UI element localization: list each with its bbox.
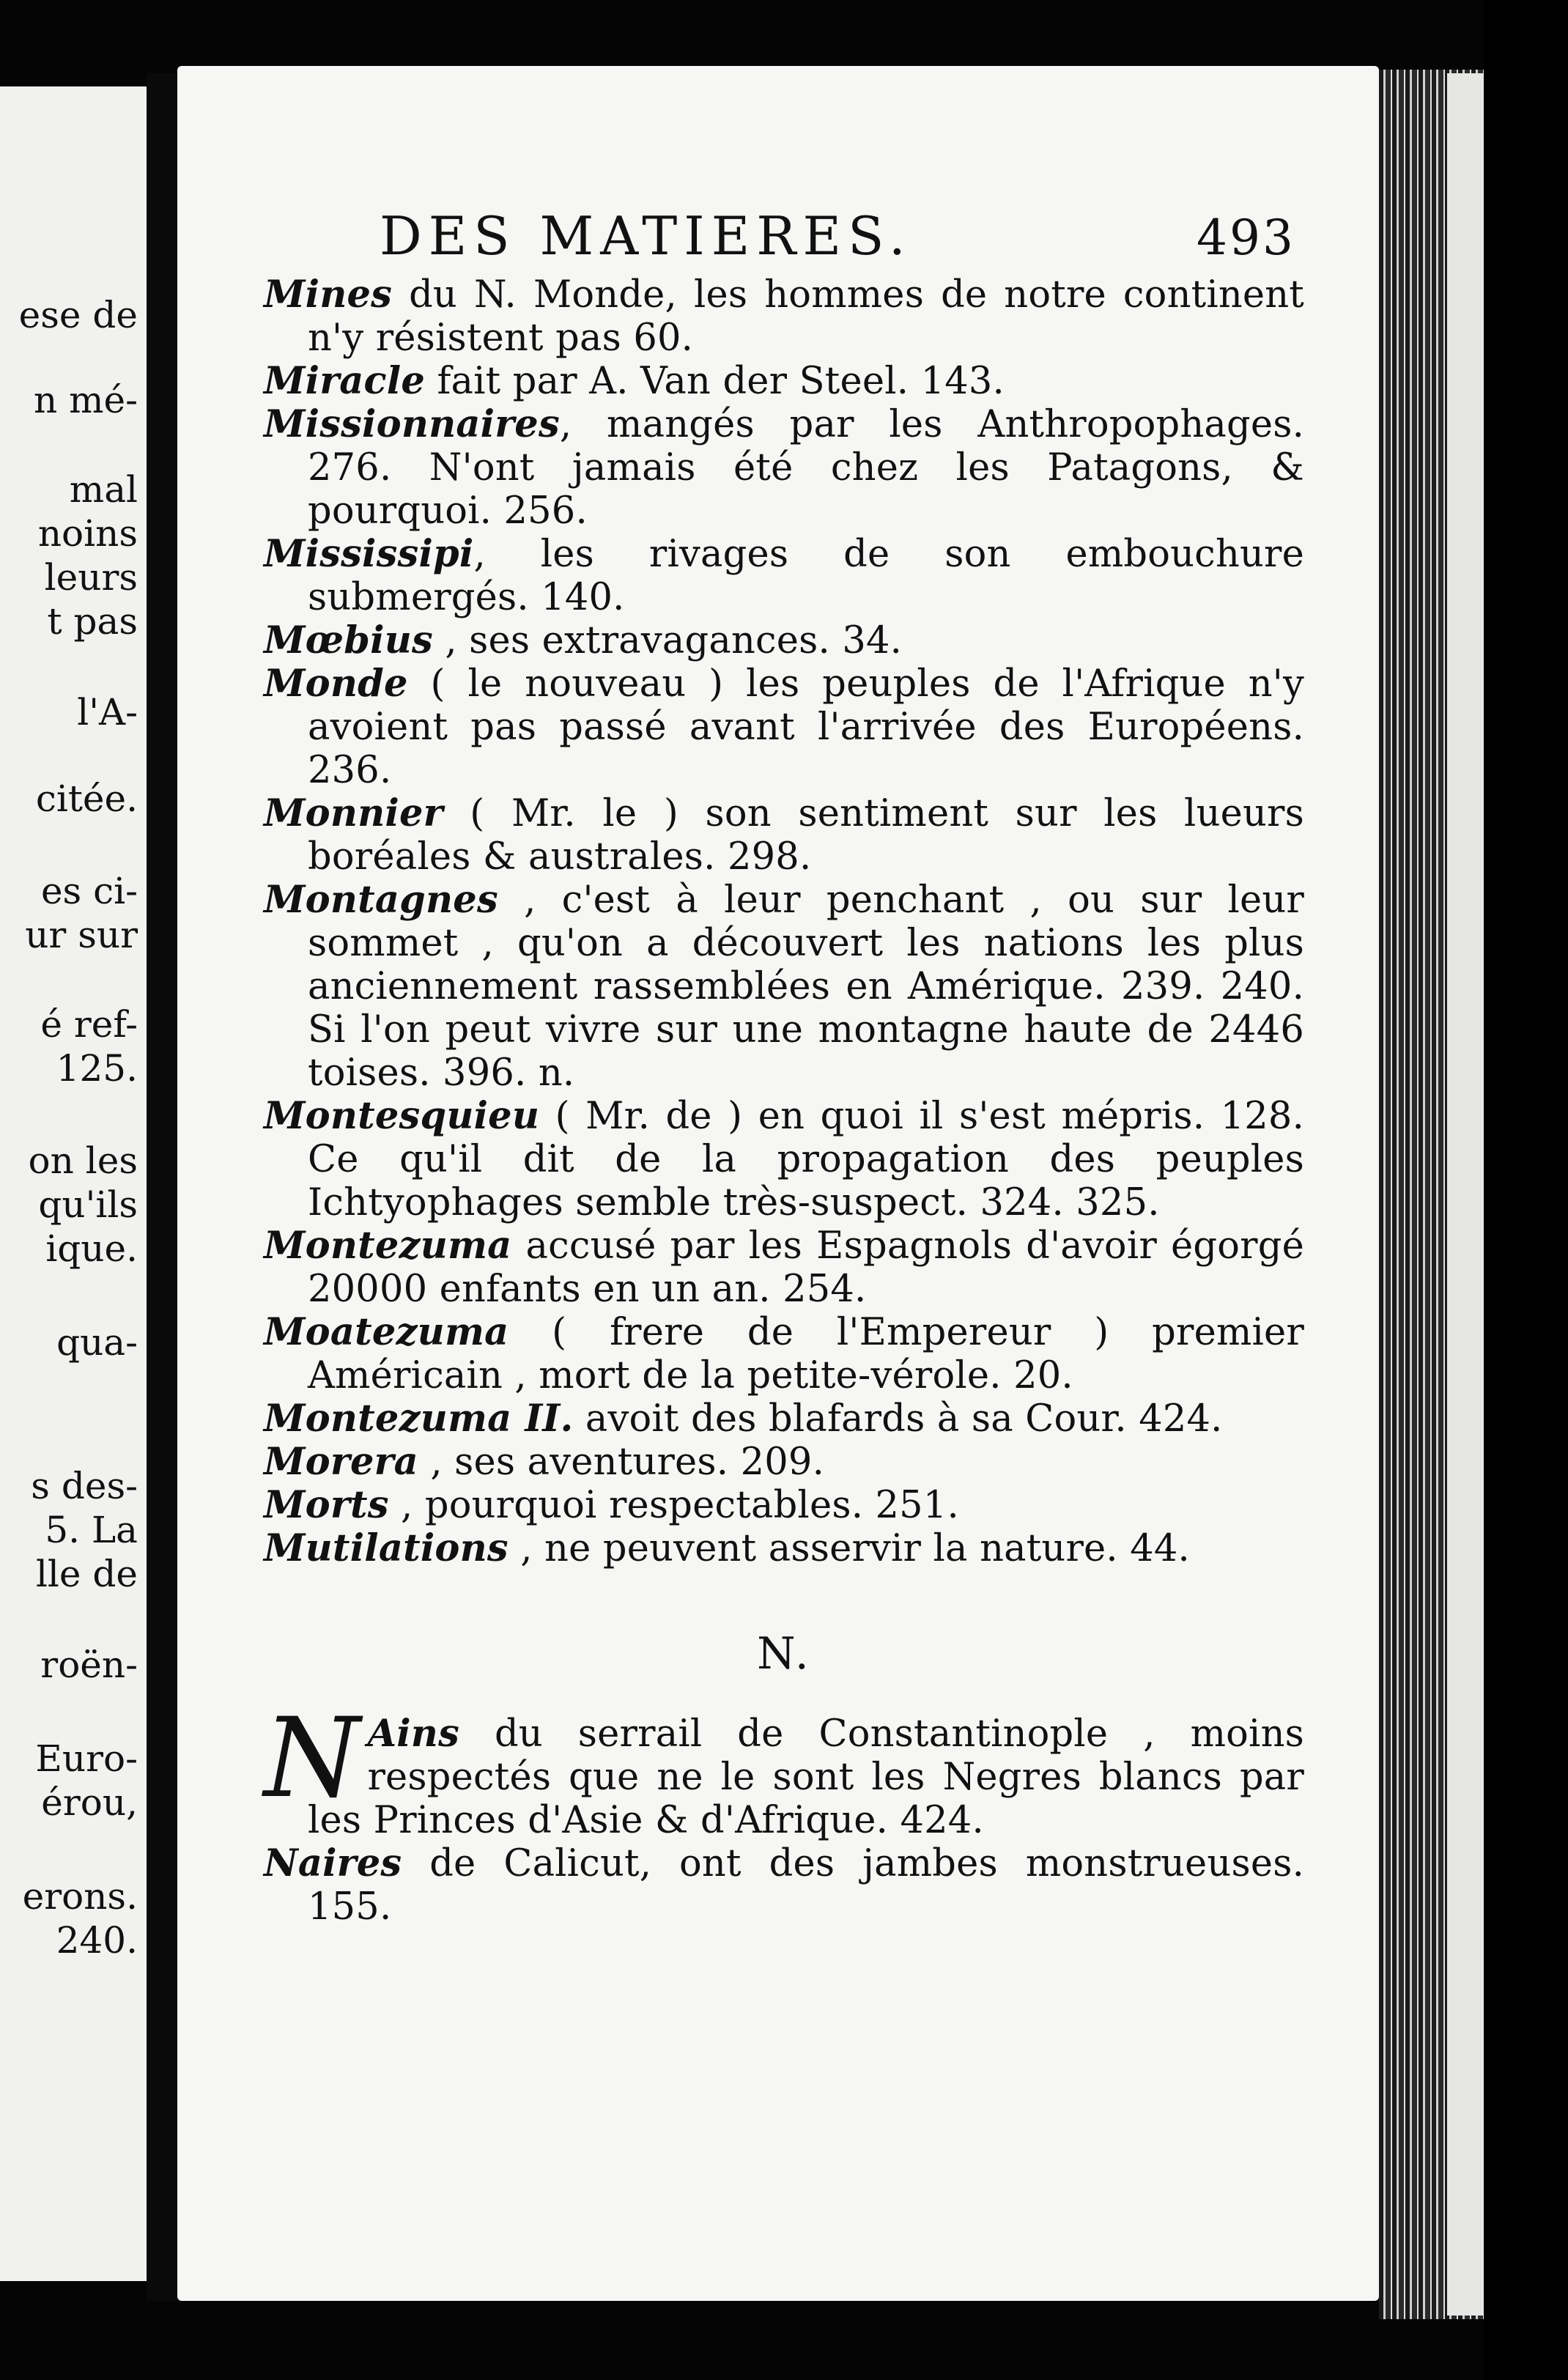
left-text-fragment: leurs (44, 556, 138, 599)
left-text-fragment: erons. (22, 1875, 138, 1918)
index-entries-m (264, 273, 1304, 1570)
entry-text: , c'est à leur penchant , ou sur leur sommet , qu'on a découvert les nations les plus anciennement rassemblées en Amérique. 239. 240. Si l'on peut vivre sur une montagne haute de 2446 toises. 396. n. (308, 879, 1304, 1095)
index-entry (264, 1484, 1304, 1527)
entry-headword: Mississipi (264, 532, 474, 576)
left-text-fragment: citée. (35, 777, 138, 820)
entry-headword: Miracle (264, 359, 426, 403)
page-text-block (264, 205, 1304, 1929)
page-number: 493 (1197, 210, 1295, 266)
left-text-fragment: n mé- (34, 379, 138, 421)
entry-text: fait par A. Van der Steel. 143. (425, 360, 1005, 403)
entry-headword: Ains (367, 1712, 459, 1756)
section-letter-heading: N. (757, 1628, 811, 1679)
index-entry (264, 403, 1304, 533)
index-entry (264, 879, 1304, 1095)
running-head (380, 205, 1295, 269)
entry-text: ( le nouveau ) les peuples de l'Afrique n'y avoient pas passé avant l'arrivée des Européens. 236. (308, 662, 1304, 792)
entry-headword: Morera (264, 1440, 418, 1484)
index-entry (264, 1095, 1304, 1224)
index-entry (264, 1441, 1304, 1484)
index-entry (264, 1224, 1304, 1311)
entry-headword: Montesquieu (264, 1094, 540, 1138)
entry-headword: Mutilations (264, 1526, 509, 1570)
index-entry (264, 662, 1304, 792)
entry-headword: Montezuma (264, 1224, 512, 1268)
left-text-fragment: érou, (41, 1781, 138, 1824)
left-text-fragment: qu'ils (38, 1183, 138, 1226)
left-text-fragment: mal (69, 468, 138, 511)
left-text-fragment: es ci- (40, 870, 138, 912)
left-text-fragment: ur sur (25, 914, 138, 956)
facing-page-fragment (0, 86, 147, 2281)
left-text-fragment: qua- (56, 1321, 138, 1364)
entry-headword: Montagnes (264, 878, 498, 922)
entry-headword: Missionnaires (264, 402, 560, 446)
index-entry (264, 1842, 1304, 1929)
left-text-fragment: Euro- (35, 1737, 138, 1780)
entry-text: , mangés par les Anthropophages. 276. N'ont jamais été chez les Patagons, & pourquoi. 256. (308, 403, 1304, 533)
left-text-fragment: 5. La (45, 1509, 138, 1551)
left-text-fragment: t pas (47, 600, 138, 643)
scan-background-right (1484, 0, 1568, 2380)
entry-headword: Moatezuma (264, 1310, 509, 1354)
left-text-fragment: on les (28, 1139, 138, 1182)
index-entries-n (264, 1695, 1304, 1929)
entry-headword: Morts (264, 1483, 389, 1527)
entry-text: du N. Monde, les hommes de notre continent n'y résistent pas 60. (308, 273, 1304, 360)
entry-text: ( Mr. le ) son sentiment sur les lueurs boréales & australes. 298. (308, 792, 1304, 879)
left-text-fragment: 240. (56, 1919, 138, 1962)
book-gutter (147, 73, 177, 2301)
index-entry (264, 1311, 1304, 1397)
entry-text: , ne peuvent asservir la nature. 44. (508, 1527, 1190, 1570)
entry-text: accusé par les Espagnols d'avoir égorgé 20000 enfants en un an. 254. (308, 1224, 1304, 1311)
entry-text: de Calicut, ont des jambes monstrueuses. 155. (308, 1842, 1304, 1929)
entry-headword: Naires (264, 1841, 402, 1885)
entry-text: , ses aventures. 209. (418, 1441, 824, 1484)
entry-text: , pourquoi respectables. 251. (388, 1484, 959, 1527)
entry-headword: Mines (264, 273, 393, 317)
entry-headword: Montezuma II. (264, 1397, 574, 1441)
page-edge-highlight (1447, 73, 1484, 2316)
drop-cap-letter: N (264, 1695, 360, 1822)
entry-headword: Monnier (264, 791, 443, 835)
entry-text: ( frere de l'Empereur ) premier Américain , mort de la petite-vérole. 20. (308, 1311, 1304, 1397)
entry-headword: Monde (264, 662, 408, 706)
entry-text: , les rivages de son embouchure submergés. 140. (308, 533, 1304, 619)
entry-text: ( Mr. de ) en quoi il s'est mépris. 128. Ce qu'il dit de la propagation des peuples Ichtyophages semble très-suspect. 324. 325. (308, 1095, 1304, 1224)
left-text-fragment: ique. (45, 1227, 138, 1270)
index-entry (264, 1695, 1304, 1842)
left-text-fragment: é ref- (40, 1003, 138, 1046)
entry-text: , ses extravagances. 34. (432, 619, 903, 662)
index-entry (264, 1527, 1304, 1570)
index-entry (264, 1397, 1304, 1441)
left-text-fragment: l'A- (77, 691, 138, 733)
index-entry (264, 619, 1304, 662)
left-text-fragment: lle de (35, 1553, 138, 1595)
running-head-title: DES MATIERES. (380, 205, 912, 267)
entry-text: avoit des blafards à sa Cour. 424. (573, 1397, 1223, 1441)
index-page (177, 66, 1379, 2301)
left-text-fragment: 125. (56, 1047, 138, 1090)
left-text-fragment: roën- (40, 1644, 138, 1686)
index-entry (264, 792, 1304, 879)
entry-headword: Mœbius (264, 618, 433, 662)
entry-text: du serrail de Constantinople , moins respectés que ne le sont les Negres blancs par les Princes d'Asie & d'Afrique. 424. (308, 1712, 1304, 1842)
left-text-fragment: ese de (18, 294, 138, 336)
left-text-fragment: noins (37, 512, 138, 555)
index-entry (264, 360, 1304, 403)
left-text-fragment: s des- (31, 1465, 138, 1507)
index-entry (264, 273, 1304, 360)
index-entry (264, 533, 1304, 619)
